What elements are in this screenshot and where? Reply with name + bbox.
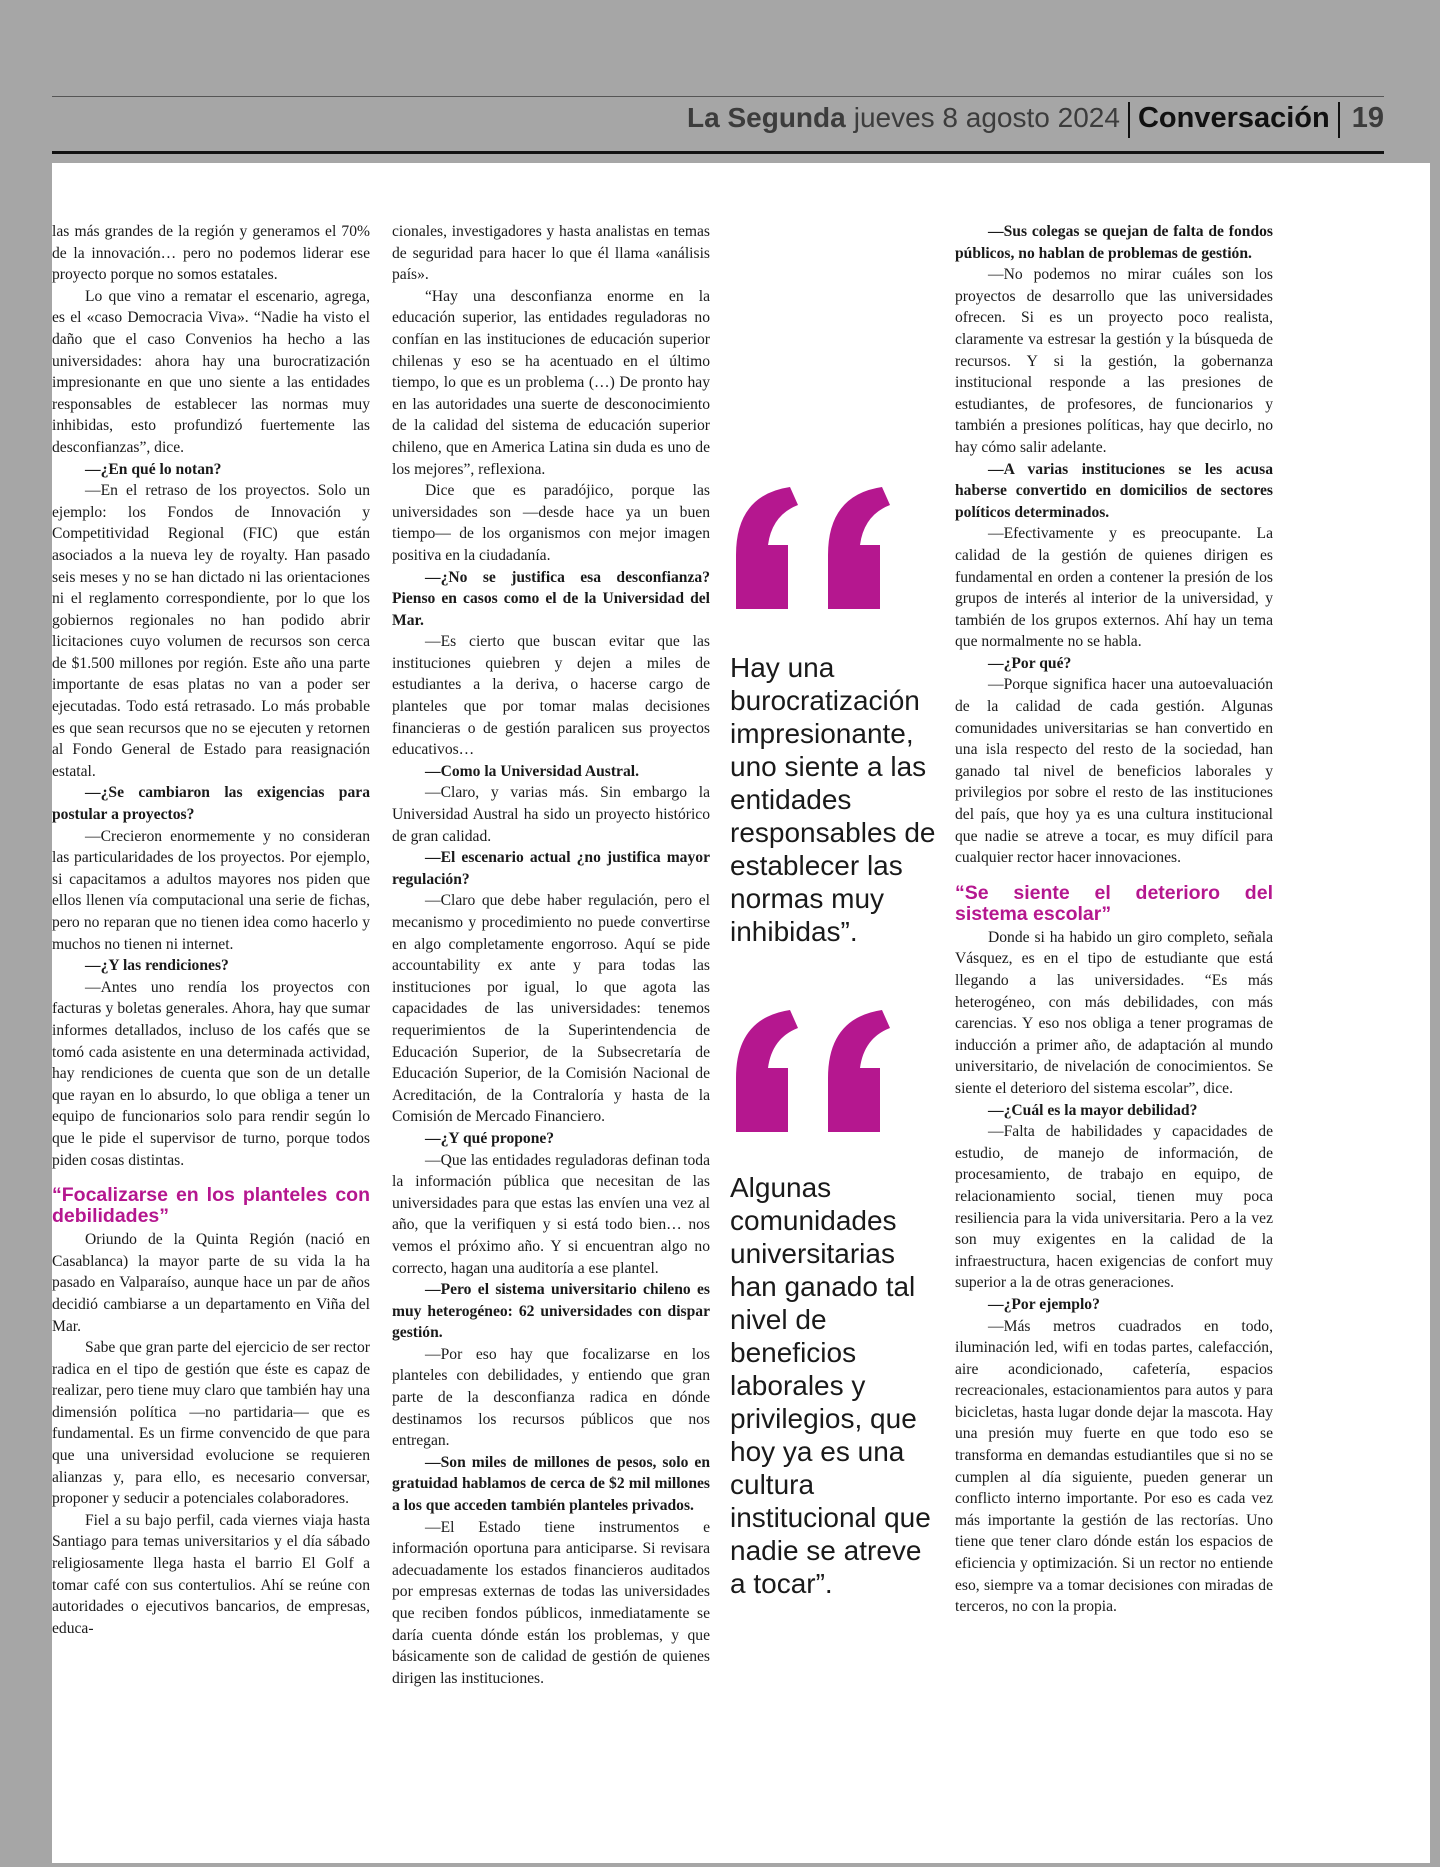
- page-number: 19: [1351, 102, 1384, 134]
- interview-question: —Pero el sistema universitario chileno es muy heterogéneo: 62 universidades con dispar gestión.: [392, 1281, 710, 1342]
- paragraph: —Que las entidades reguladoras definan toda la información pública que necesitan de las universidades para que estas las envíen una vez al año, que la verifiquen y si está todo bien… nos vemos el próximo año. Y si encuentran algo no correcto, hagan una auditoría a ese plantel.: [392, 1151, 710, 1277]
- paragraph: Sabe que gran parte del ejercicio de ser rector radica en el tipo de gestión que éste es capaz de realizar, pero tiene muy claro que también hay una dimensión política —no partidaria— que es fundamental. Es un firme convencido de que para que una universidad evolucione se requieren alianzas y, para ello, es necesario conversar, proponer y seducir a potenciales colaboradores.: [52, 1339, 370, 1508]
- paragraph: —Es cierto que buscan evitar que las instituciones quiebren y dejen a miles de estudiantes a la deriva, o hacerse cargo de planteles que por tomar malas decisiones financieras o de gestión paralicen sus proyectos educativos…: [392, 633, 710, 759]
- interview-question: —Son miles de millones de pesos, solo en gratuidad hablamos de cerca de $2 mil millones a los que acceden también planteles privados.: [392, 1453, 710, 1515]
- subheading: “Se siente el deterioro del sistema escolar”: [955, 881, 1273, 925]
- paragraph: Lo que vino a rematar el escenario, agrega, es el «caso Democracia Viva». “Nadie ha visto el daño que el caso Convenios ha hecho a las universidades: ahora hay una burocratización impresionante en que uno siente a las entidades responsables de establecer las normas muy inhibidas, esto profundizó fuertemente las desconfianzas”, dice.: [52, 287, 370, 456]
- interview-question: —¿Y las rendiciones?: [85, 957, 229, 975]
- interview-question: —Como la Universidad Austral.: [425, 762, 639, 780]
- masthead-bottom-rule: [52, 151, 1384, 154]
- paragraph: Fiel a su bajo perfil, cada viernes viaja hasta Santiago para temas universitarios y el día sábado religiosamente llega hasta el barrio El Golf a tomar café con sus contertulios. Ahí se reúne con autoridades o ejecutivos bancarios, de empresas, educa-: [52, 1511, 370, 1637]
- masthead-top-rule: [52, 96, 1384, 97]
- masthead: [52, 96, 1384, 154]
- article-column-4: [955, 221, 1273, 1618]
- interview-question: —¿Por qué?: [988, 654, 1072, 672]
- paragraph: —En el retraso de los proyectos. Solo un ejemplo: los Fondos de Innovación y Competitividad Regional (FIC) que están asociados a la nueva ley de royalty. Han pasado seis meses y no se han dictado ni las orientaciones ni el reglamento correspondiente, por lo que los gobiernos regionales no han podido abrir licitaciones cuyo volumen de recursos son cerca de $1.500 millones por región. Este año una parte importante de esas platas no van a poder ser ejecutadas. Todo está retrasado. Lo más probable es que sean recursos que no se ejecuten y retornen al Fondo General de Estado para reasignación estatal.: [52, 482, 370, 780]
- masthead-separator: [1338, 102, 1340, 138]
- subheading: “Focalizarse en los planteles con debilidades”: [52, 1184, 370, 1228]
- paragraph: cionales, investigadores y hasta analistas en temas de seguridad para hacer lo que él llama «análisis país».: [392, 223, 710, 284]
- paragraph: —Antes uno rendía los proyectos con facturas y boletas generales. Ahora, hay que sumar informes detallados, incluso de los cafés que se tomó cada asistente en una determinada actividad, hay rendiciones de cuenta que son de un detalle que rayan en lo absurdo, lo que obliga a tener un equipo de funcionarios solo para rendir según lo que le pide el supervisor de turno, porque todos piden cosas distintas.: [52, 978, 370, 1169]
- publication-name: La Segunda: [687, 102, 846, 133]
- quote-mark-icon: [728, 485, 908, 615]
- interview-question: —¿No se justifica esa desconfianza? Pienso en casos como el de la Universidad del Mar.: [392, 568, 710, 629]
- interview-question: —¿Por ejemplo?: [988, 1295, 1100, 1313]
- publication-date: jueves 8 agosto 2024: [853, 102, 1120, 133]
- paragraph: —No podemos no mirar cuáles son los proyectos de desarrollo que las universidades ofrecen. Si es un proyecto poco realista, claramente va estresar la gestión y la búsqueda de recursos. Y si la gestión, la gobernanza institucional responde a las presiones de estudiantes, de profesores, de funcionarios y también a presiones políticas, hay que decirlo, no hay cómo salir adelante.: [955, 266, 1273, 456]
- interview-question: —¿Cuál es la mayor debilidad?: [988, 1101, 1198, 1119]
- paragraph: —Efectivamente y es preocupante. La calidad de la gestión de quienes dirigen es fundamental en orden a contener la presión de los grupos de interés al interior de la universidad, y también de los grupos externos. Ahí hay un tema que normalmente no se habla.: [955, 525, 1273, 651]
- masthead-text: [687, 102, 1384, 138]
- paragraph: —Claro que debe haber regulación, pero el mecanismo y procedimiento no puede convertirse en algo completamente engorroso. Aquí se pide accountability ex ante y para todas las instituciones por igual, lo que agota las capacidades de las universidades: tenemos requerimientos de la Superintendencia de Educación Superior, de la Subsecretaría de Educación Superior, de la Comisión Nacional de Acreditación, de la Contraloría y hasta de la Comisión de Mercado Financiero.: [392, 892, 710, 1126]
- interview-question: —¿En qué lo notan?: [85, 460, 222, 478]
- paragraph: Oriundo de la Quinta Región (nació en Casablanca) la mayor parte de su vida la ha pasado en Valparaíso, aunque hace un par de años decidió cambiarse a un departamento en Viña del Mar.: [52, 1231, 370, 1335]
- article-column-2: [392, 221, 710, 1689]
- interview-question: —A varias instituciones se les acusa haberse convertido en domicilios de sectores políticos determinados.: [955, 460, 1273, 521]
- quote-mark-icon: [728, 1008, 908, 1138]
- pull-quote-1: Hay una burocratización impresionante, uno siente a las entidades responsables de establecer las normas muy inhibidas”.: [730, 652, 936, 947]
- interview-question: —El escenario actual ¿no justifica mayor regulación?: [392, 849, 710, 888]
- article-column-1: [52, 221, 370, 1639]
- paragraph: Dice que es paradójico, porque las universidades son —desde hace ya un buen tiempo— de los organismos con mejor imagen positiva en la ciudadanía.: [392, 482, 710, 564]
- paragraph: —Porque significa hacer una autoevaluación de la calidad de cada gestión. Algunas comunidades universitarias se han convertido en una isla respecto del resto de la sociedad, han ganado tal nivel de beneficios laborales y privilegios por sobre el resto de las instituciones del país, que hoy ya es una cultura institucional que nadie se atreve a tocar, es muy difícil para cualquier rector hacer innovaciones.: [955, 676, 1273, 867]
- masthead-separator: [1128, 102, 1130, 138]
- paragraph: —Claro, y varias más. Sin embargo la Universidad Austral ha sido un proyecto histórico de gran calidad.: [392, 784, 710, 845]
- section-name: Conversación: [1137, 102, 1330, 134]
- paragraph: —Crecieron enormemente y no consideran las particularidades de los proyectos. Por ejemplo, si capacitamos a adultos mayores nos piden que ellos llenen vía computacional una serie de fichas, pero no reparan que no tienen idea como hacerlo y muchos no tienen ni internet.: [52, 827, 370, 953]
- paragraph: —Más metros cuadrados en todo, iluminación led, wifi en todas partes, calefacción, aire acondicionado, cafetería, espacios recreacionales, estacionamientos para autos y para bicicletas, hasta lugar donde dejar la mascota. Hay una presión muy fuerte en que todo eso se transforma en demandas estudiantiles que si no se cumplen al día siguiente, pueden generar un conflicto interno importante. Por eso es cada vez más importante la gestión de las rectorías. Uno tiene que tener claro dónde están los espacios de eficiencia y optimización. Si un rector no entiende eso, siempre va a tomar decisiones con miradas de terceros, no con la propia.: [955, 1317, 1273, 1616]
- paragraph: —El Estado tiene instrumentos e información oportuna para anticiparse. Si revisara adecuadamente los estados financieros auditados por empresas externas de todas las universidades que reciben fondos públicos, inmediatamente se daría cuenta dónde están los problemas, y que básicamente son de calidad de gestión de quienes dirigen las instituciones.: [392, 1518, 710, 1687]
- interview-question: —¿Y qué propone?: [425, 1129, 555, 1147]
- interview-question: —¿Se cambiaron las exigencias para postular a proyectos?: [52, 784, 370, 824]
- paragraph: las más grandes de la región y generamos el 70% de la innovación… pero no podemos liderar ese proyecto porque no somos estatales.: [52, 223, 370, 284]
- paragraph: —Falta de habilidades y capacidades de estudio, de manejo de información, de procesamiento, de trabajo en equipo, de relacionamiento social, tienen muy poca resiliencia para la vida universitaria. Pero a la vez son muy exigentes en la calidad de la infraestructura, hacen exigencias de confort muy superior a la de otras generaciones.: [955, 1123, 1273, 1292]
- article-page: [52, 163, 1430, 1863]
- pull-quote-2: Algunas comunidades universitarias han ganado tal nivel de beneficios laborales y privilegios, que hoy ya es una cultura institucional que nadie se atreve a tocar”.: [730, 1172, 931, 1599]
- paragraph: Donde si ha habido un giro completo, señala Vásquez, es en el tipo de estudiante que está llegando a las universidades. “Es más heterogéneo, con más debilidades, con más carencias. Y eso nos obliga a tener programas de inducción a primer año, de adaptación al mundo universitario, de nivelación de conocimientos. Se siente el deterioro del sistema escolar”, dice.: [955, 928, 1273, 1097]
- paragraph: —Por eso hay que focalizarse en los planteles con debilidades, y entiendo que gran parte de la desconfianza radica en dónde destinamos los recursos públicos que nos entregan.: [392, 1345, 710, 1450]
- paragraph: “Hay una desconfianza enorme en la educación superior, las entidades reguladoras no confían en las instituciones de educación superior chilenas y eso se ha acentuado en el último tiempo, lo que es un problema (…) De pronto hay en las autoridades una suerte de desconocimiento de la calidad del sistema de educación superior chileno, que en America Latina sin duda es uno de los mejores”, reflexiona.: [392, 287, 710, 478]
- interview-question: —Sus colegas se quejan de falta de fondos públicos, no hablan de problemas de gestión.: [955, 223, 1273, 262]
